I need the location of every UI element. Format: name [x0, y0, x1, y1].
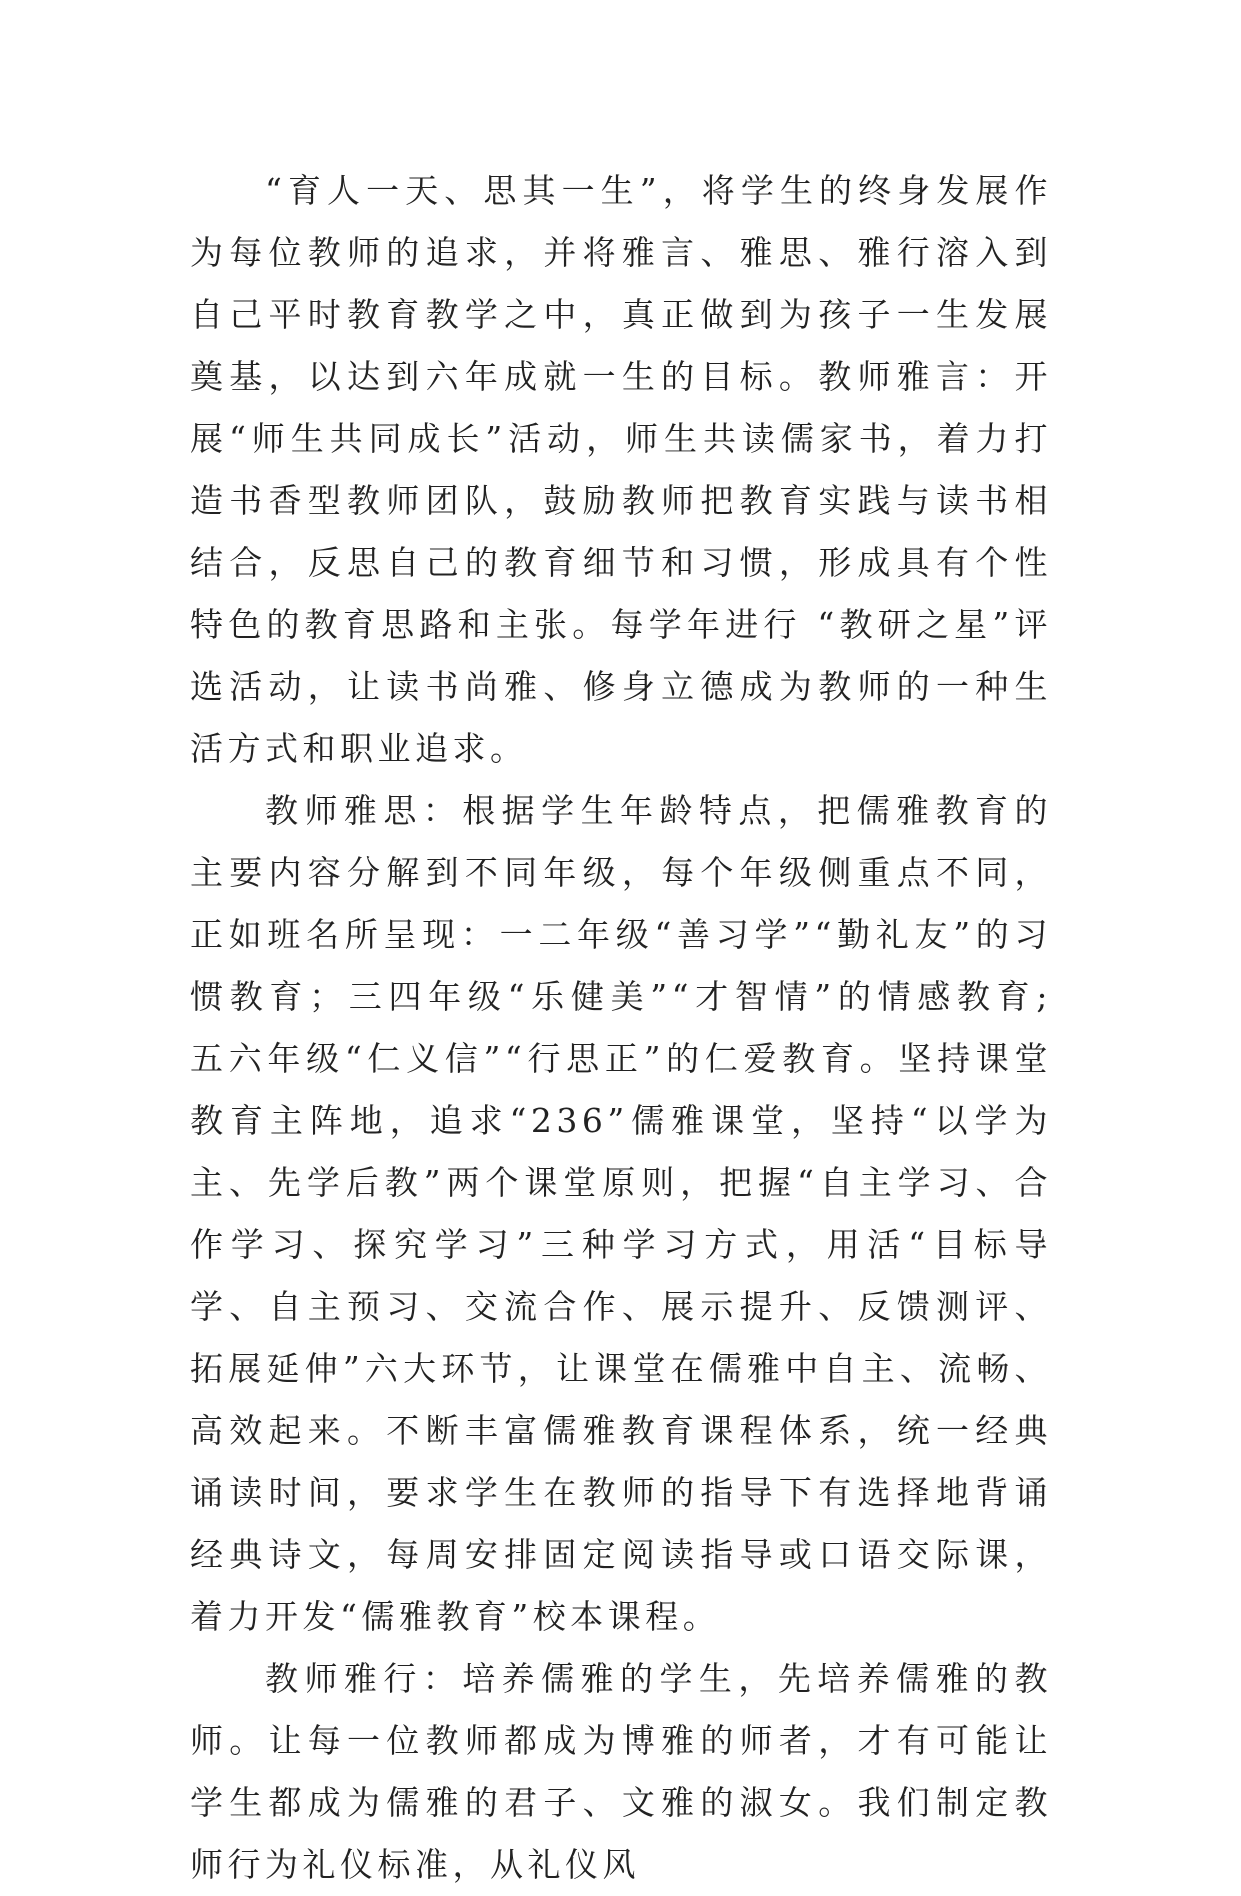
document-body	[190, 160, 1052, 1896]
paragraph-3: 教师雅行：培养儒雅的学生，先培养儒雅的教师。让每一位教师都成为博雅的师者，才有可能让学生都成为儒雅的君子、文雅的淑女。我们制定教师行为礼仪标准，从礼仪风	[190, 1659, 1052, 1884]
paragraph-2: 教师雅思：根据学生年龄特点，把儒雅教育的主要内容分解到不同年级，每个年级侧重点不同，正如班名所呈现：一二年级“善习学”“勤礼友”的习惯教育；三四年级“乐健美”“才智情”的情感教育; 五六年级“仁义信”“行思正”的仁爱教育。坚持课堂教育主阵地，追求“236”儒雅课堂，坚持“以学为主、先学后教”两个课堂原则，把握“自主学习、合作学习、探究学习”三种学习方式，用活“目标导学、自主预习、交流合作、展示提升、反馈测评、拓展延伸”六大环节，让课堂在儒雅中自主、流畅、高效起来。不断丰富儒雅教育课程体系，统一经典诵读时间，要求学生在教师的指导下有选择地背诵经典诗文，每周安排固定阅读指导或口语交际课，着力开发“儒雅教育”校本课程。	[190, 791, 1052, 1636]
paragraph-1: “育人一天、思其一生”，将学生的终身发展作为每位教师的追求，并将雅言、雅思、雅行溶入到自己平时教育教学之中，真正做到为孩子一生发展奠基，以达到六年成就一生的目标。教师雅言：开展“师生共同成长”活动，师生共读儒家书，着力打造书香型教师团队，鼓励教师把教育实践与读书相结合，反思自己的教育细节和习惯，形成具有个性特色的教育思路和主张。每学年进行 “教研之星”评选活动，让读书尚雅、修身立德成为教师的一种生活方式和职业追求。	[190, 171, 1052, 768]
